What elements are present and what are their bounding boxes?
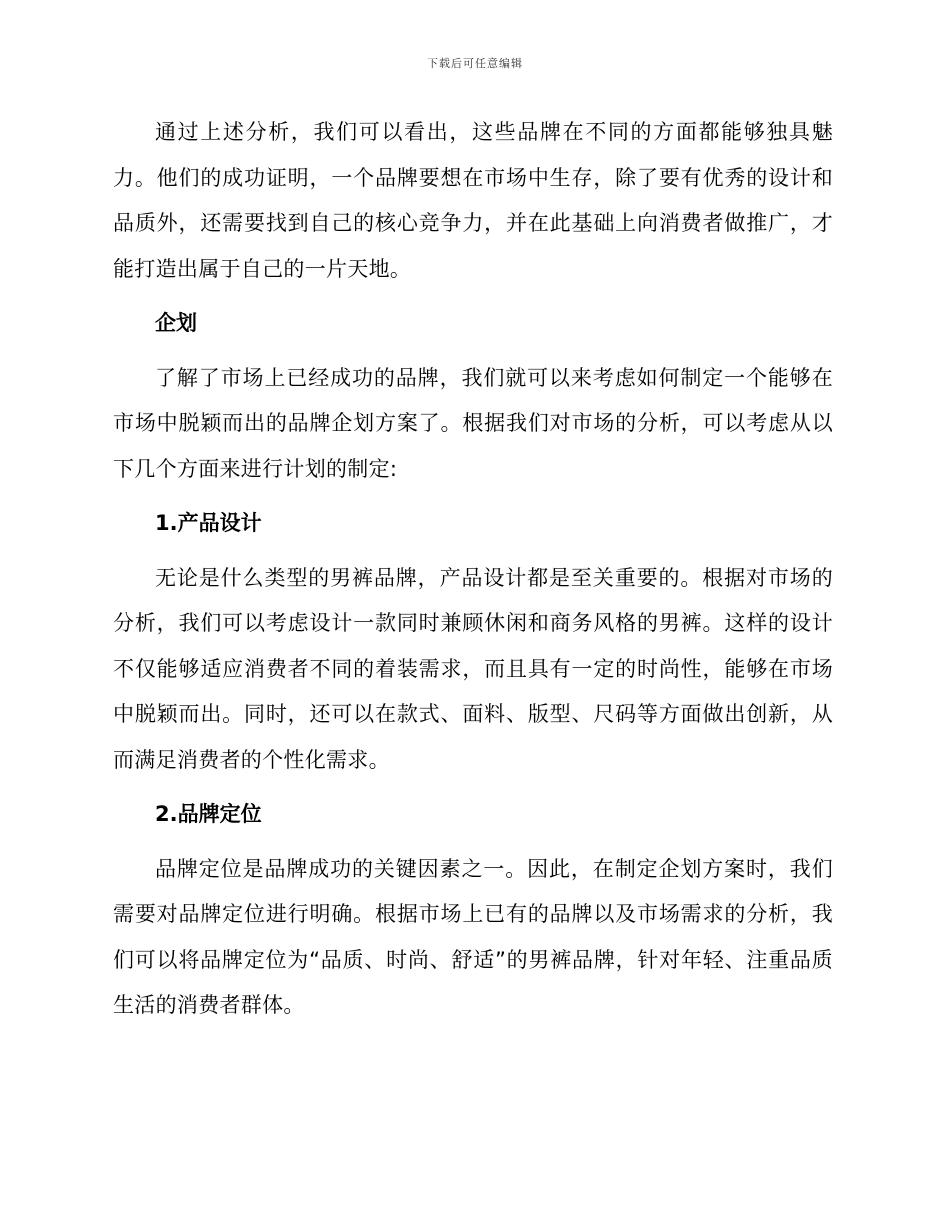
section-heading-planning: 企划	[155, 311, 197, 335]
section-heading-brand-positioning: 2.品牌定位	[155, 802, 262, 826]
section-heading-product-design: 1.产品设计	[155, 511, 262, 535]
header-note: 下载后可任意编辑	[427, 57, 523, 70]
intro-paragraph: 通过上述分析，我们可以看出，这些品牌在不同的方面都能够独具魅力。他们的成功证明，一个品牌要想在市场中生存，除了要有优秀的设计和品质外，还需要找到自己的核心竞争力，并在此基础上向消费者做推广，才能打造出属于自己的一片天地。	[113, 120, 833, 281]
product-design-paragraph: 无论是什么类型的男裤品牌，产品设计都是至关重要的。根据对市场的分析，我们可以考虑设计一款同时兼顾休闲和商务风格的男裤。这样的设计不仅能够适应消费者不同的着装需求，而且具有一定的时尚性，能够在市场中脱颖而出。同时，还可以在款式、面料、版型、尺码等方面做出创新，从而满足消费者的个性化需求。	[113, 565, 833, 772]
planning-paragraph: 了解了市场上已经成功的品牌，我们就可以来考虑如何制定一个能够在市场中脱颖而出的品牌企划方案了。根据我们对市场的分析，可以考虑从以下几个方面来进行计划的制定:	[113, 365, 833, 481]
brand-positioning-paragraph: 品牌定位是品牌成功的关键因素之一。因此，在制定企划方案时，我们需要对品牌定位进行明确。根据市场上已有的品牌以及市场需求的分析，我们可以将品牌定位为“品质、时尚、舒适”的男裤品牌，针对年轻、注重品质生活的消费者群体。	[113, 856, 833, 1017]
document-body	[113, 110, 833, 1029]
